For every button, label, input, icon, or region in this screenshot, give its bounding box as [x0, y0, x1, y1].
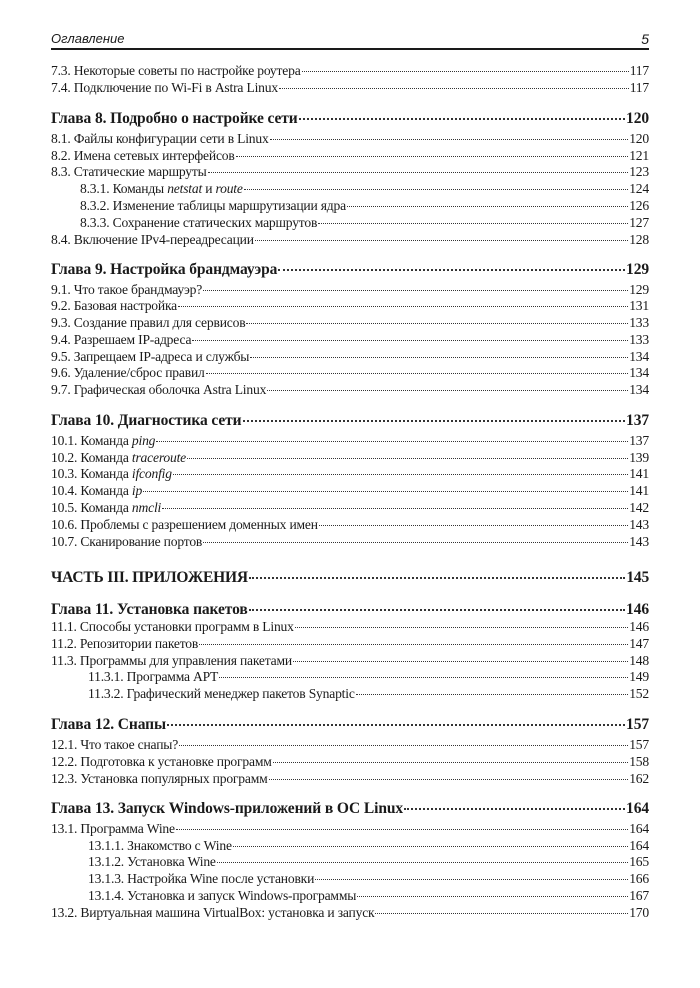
label-text: 10.2. Команда	[51, 450, 132, 465]
toc-entry-10-6[interactable]	[51, 516, 649, 533]
toc-entry-7-3[interactable]	[51, 62, 649, 79]
dot-leader	[249, 577, 625, 579]
toc-entry-label: 8.3.3. Сохранение статических маршрутов	[80, 215, 318, 230]
toc-entry-page: 127	[629, 215, 649, 230]
toc-entry-label: 9.7. Графическая оболочка Astra Linux	[51, 382, 267, 397]
dot-leader	[173, 474, 628, 475]
toc-entry-9-1[interactable]	[51, 281, 649, 298]
toc-entry-page: 147	[629, 636, 649, 651]
toc-entry-label: 9.4. Разрешаем IP-адреса	[51, 332, 192, 347]
toc-entry-label: 13.1.2. Установка Wine	[88, 854, 216, 869]
toc-entry-page: 131	[629, 298, 649, 313]
toc-entry-page: 128	[629, 232, 649, 247]
toc-entry-13-1-2[interactable]	[88, 853, 649, 870]
dot-leader	[302, 71, 629, 72]
toc-entry-label: 7.4. Подключение по Wi-Fi в Astra Linux	[51, 80, 278, 95]
toc-entry-label: 8.2. Имена сетевых интерфейсов	[51, 148, 235, 163]
dot-leader	[404, 808, 625, 810]
toc-entry-page: 148	[629, 653, 649, 668]
dot-leader	[356, 694, 629, 695]
dot-leader	[279, 88, 629, 89]
dot-leader	[357, 896, 628, 897]
toc-entry-label: 11.3.1. Программа APT	[88, 669, 219, 684]
toc-entry-8-3[interactable]	[51, 163, 649, 180]
toc-entry-page: 141	[629, 466, 649, 481]
dot-leader	[143, 491, 628, 492]
dot-leader	[244, 189, 628, 190]
label-text: и	[202, 181, 216, 196]
toc-entry-page: 143	[629, 534, 649, 549]
toc-entry-label: 8.1. Файлы конфигурации сети в Linux	[51, 131, 269, 146]
toc-entry-7-4[interactable]	[51, 79, 649, 96]
toc-chapter-12[interactable]	[51, 715, 649, 734]
dot-leader	[270, 139, 629, 140]
toc-entry-11-3[interactable]	[51, 652, 649, 669]
toc-entry-label: 13.1. Программа Wine	[51, 821, 175, 836]
command-name: ip	[131, 483, 143, 498]
toc-chapter-13[interactable]	[51, 799, 649, 818]
dot-leader	[273, 762, 629, 763]
dot-leader	[179, 745, 628, 746]
toc-entry-label: 11.1. Способы установки программ в Linux	[51, 619, 294, 634]
toc-entry-page: 134	[629, 382, 649, 397]
toc-entry-label: Глава 9. Настройка брандмауэра	[51, 261, 278, 278]
dot-leader	[318, 223, 628, 224]
toc-entry-label: 12.2. Подготовка к установке программ	[51, 754, 272, 769]
toc-entry-page: 162	[629, 771, 649, 786]
toc-entry-label	[51, 465, 172, 482]
toc-entry-page: 120	[629, 131, 649, 146]
command-name: traceroute	[131, 450, 187, 465]
dot-leader	[178, 306, 628, 307]
toc-entry-page: 164	[629, 838, 649, 853]
toc-entry-8-3-1[interactable]	[80, 180, 649, 197]
label-text: 10.3. Команда	[51, 466, 132, 481]
toc-entry-page: 134	[629, 365, 649, 380]
toc-entry-page: 124	[629, 181, 649, 196]
toc-entry-label: 9.3. Создание правил для сервисов	[51, 315, 246, 330]
toc-entry-10-5[interactable]	[51, 499, 649, 516]
command-name: ifconfig	[131, 466, 172, 481]
label-text: 8.3.1. Команды	[80, 181, 168, 196]
toc-entry-label	[51, 499, 161, 516]
toc-entry-label: 12.1. Что такое снапы?	[51, 737, 179, 752]
toc-entry-9-3[interactable]	[51, 314, 649, 331]
toc-entry-label: 13.2. Виртуальная машина VirtualBox: установка и запуск	[51, 905, 375, 920]
toc-entry-label: 12.3. Установка популярных программ	[51, 771, 268, 786]
toc-entry-page: 141	[629, 483, 649, 498]
toc-entry-label: 9.1. Что такое брандмауэр?	[51, 282, 203, 297]
dot-leader	[347, 206, 628, 207]
toc-entry-10-2[interactable]	[51, 449, 649, 466]
toc-entry-9-7[interactable]	[51, 381, 649, 398]
command-name: nmcli	[131, 500, 162, 515]
toc-chapter-11[interactable]	[51, 600, 649, 619]
toc-entry-9-5[interactable]	[51, 348, 649, 365]
toc-entry-12-3[interactable]	[51, 770, 649, 787]
toc-entry-11-3-1[interactable]	[88, 668, 649, 685]
toc-entry-label: Глава 10. Диагностика сети	[51, 412, 242, 429]
toc-entry-label: 11.3.2. Графический менеджер пакетов Synaptic	[88, 686, 355, 701]
toc-entry-13-2[interactable]	[51, 904, 649, 921]
toc-entry-11-1[interactable]	[51, 618, 649, 635]
toc-entry-page: 146	[626, 601, 649, 618]
toc-entry-page: 164	[629, 821, 649, 836]
toc-entry-page: 157	[626, 716, 649, 733]
dot-leader	[206, 373, 629, 374]
dot-leader	[156, 441, 628, 442]
toc-entry-10-4[interactable]	[51, 482, 649, 499]
dot-leader	[187, 458, 628, 459]
toc-entry-label	[51, 482, 142, 499]
toc-entry-label: 11.2. Репозитории пакетов	[51, 636, 199, 651]
toc-entry-label: 13.1.3. Настройка Wine после установки	[88, 871, 315, 886]
toc-entry-page: 142	[629, 500, 649, 515]
dot-leader	[250, 357, 628, 358]
toc-entry-page: 152	[629, 686, 649, 701]
toc-entry-label: ЧАСТЬ III. ПРИЛОЖЕНИЯ	[51, 569, 248, 586]
toc-entry-10-1[interactable]	[51, 432, 649, 449]
toc-entry-page: 117	[629, 80, 649, 95]
toc-entry-page: 129	[629, 282, 649, 297]
toc-entry-page: 145	[626, 569, 649, 586]
toc-entry-label: 10.6. Проблемы с разрешением доменных имен	[51, 517, 318, 532]
toc-entry-page: 165	[629, 854, 649, 869]
dot-leader	[203, 290, 628, 291]
dot-leader	[319, 525, 628, 526]
dot-leader	[255, 240, 628, 241]
toc-entry-page: 146	[629, 619, 649, 634]
toc-entry-label: 8.4. Включение IPv4-переадресации	[51, 232, 254, 247]
toc-entry-label: Глава 8. Подробно о настройке сети	[51, 110, 298, 127]
dot-leader	[295, 627, 628, 628]
toc-entry-8-4[interactable]	[51, 231, 649, 248]
toc-entry-page: 167	[629, 888, 649, 903]
toc-entry-page: 158	[629, 754, 649, 769]
dot-leader	[199, 644, 628, 645]
toc-entry-8-2[interactable]	[51, 147, 649, 164]
toc-entry-page: 170	[629, 905, 649, 920]
dot-leader	[246, 323, 628, 324]
toc-entry-page: 126	[629, 198, 649, 213]
toc-entry-label: 9.6. Удаление/сброс правил	[51, 365, 205, 380]
toc-entry-page: 164	[626, 800, 649, 817]
command-name: ping	[131, 433, 156, 448]
toc-entry-label: 8.3.2. Изменение таблицы маршрутизации ядра	[80, 198, 346, 213]
dot-leader	[293, 661, 628, 662]
toc-entry-page: 120	[626, 110, 649, 127]
toc-entry-page: 143	[629, 517, 649, 532]
label-text: 10.1. Команда	[51, 433, 132, 448]
toc-entry-label: 7.3. Некоторые советы по настройке роутера	[51, 63, 301, 78]
dot-leader	[233, 846, 628, 847]
toc-entry-12-1[interactable]	[51, 736, 649, 753]
dot-leader	[203, 542, 628, 543]
running-header-title: Оглавление	[51, 31, 125, 46]
toc-entry-page: 139	[629, 450, 649, 465]
toc-entry-page: 117	[629, 63, 649, 78]
page-number: 5	[641, 31, 649, 47]
dot-leader	[162, 508, 628, 509]
label-text: 10.4. Команда	[51, 483, 132, 498]
toc-entry-page: 133	[629, 332, 649, 347]
toc-entry-page: 166	[629, 871, 649, 886]
toc-entry-8-1[interactable]	[51, 130, 649, 147]
running-header	[51, 30, 649, 50]
toc-entry-10-3[interactable]	[51, 465, 649, 482]
toc-entry-13-1-1[interactable]	[88, 837, 649, 854]
command-name: netstat	[167, 181, 203, 196]
dot-leader	[269, 779, 629, 780]
toc-entry-label: 8.3. Статические маршруты	[51, 164, 207, 179]
dot-leader	[208, 172, 629, 173]
dot-leader	[219, 677, 628, 678]
toc-entry-13-1-3[interactable]	[88, 870, 649, 887]
dot-leader	[278, 269, 625, 271]
toc-entry-page: 123	[629, 164, 649, 179]
toc-entry-9-6[interactable]	[51, 364, 649, 381]
toc-entry-label	[80, 180, 243, 197]
toc-chapter-10[interactable]	[51, 411, 649, 430]
toc-entry-12-2[interactable]	[51, 753, 649, 770]
toc-entry-9-4[interactable]	[51, 331, 649, 348]
toc-entry-page: 121	[629, 148, 649, 163]
toc-chapter-9[interactable]	[51, 260, 649, 279]
dot-leader	[267, 390, 628, 391]
toc-entry-page: 134	[629, 349, 649, 364]
toc-entry-8-3-2[interactable]	[80, 197, 649, 214]
dot-leader	[249, 609, 625, 611]
toc-entry-9-2[interactable]	[51, 297, 649, 314]
toc-part-3[interactable]	[51, 568, 649, 587]
dot-leader	[192, 340, 628, 341]
toc-entry-label: Глава 11. Установка пакетов	[51, 601, 248, 618]
toc-entry-13-1-4[interactable]	[88, 887, 649, 904]
toc-entry-label: 13.1.4. Установка и запуск Windows-программы	[88, 888, 357, 903]
toc-entry-label: Глава 12. Снапы	[51, 716, 167, 733]
toc-entry-page: 133	[629, 315, 649, 330]
command-name: route	[215, 181, 243, 196]
dot-leader	[375, 913, 628, 914]
dot-leader	[167, 724, 625, 726]
toc-entry-label: 9.2. Базовая настройка	[51, 298, 177, 313]
toc-entry-page: 157	[629, 737, 649, 752]
toc-entry-13-1[interactable]	[51, 820, 649, 837]
dot-leader	[243, 420, 626, 422]
toc-entry-label: 10.7. Сканирование портов	[51, 534, 203, 549]
toc-entry-label: 9.5. Запрещаем IP-адреса и службы	[51, 349, 250, 364]
toc-entry-10-7[interactable]	[51, 533, 649, 550]
toc-entry-11-2[interactable]	[51, 635, 649, 652]
toc-entry-label: Глава 13. Запуск Windows-приложений в ОС Linux	[51, 800, 404, 817]
toc-entry-label	[51, 432, 155, 449]
toc-entry-page: 137	[626, 412, 649, 429]
toc-entry-page: 137	[629, 433, 649, 448]
dot-leader	[217, 862, 628, 863]
label-text: 10.5. Команда	[51, 500, 132, 515]
toc-entry-page: 129	[626, 261, 649, 278]
dot-leader	[176, 829, 628, 830]
dot-leader	[315, 879, 628, 880]
toc-entry-label: 13.1.1. Знакомство с Wine	[88, 838, 232, 853]
toc-chapter-8[interactable]	[51, 109, 649, 128]
toc-entry-label: 11.3. Программы для управления пакетами	[51, 653, 292, 668]
toc-entry-page: 149	[629, 669, 649, 684]
dot-leader	[299, 118, 625, 120]
toc-entry-8-3-3[interactable]	[80, 214, 649, 231]
dot-leader	[236, 156, 629, 157]
toc-entry-label	[51, 449, 186, 466]
toc-entry-11-3-2[interactable]	[88, 685, 649, 702]
